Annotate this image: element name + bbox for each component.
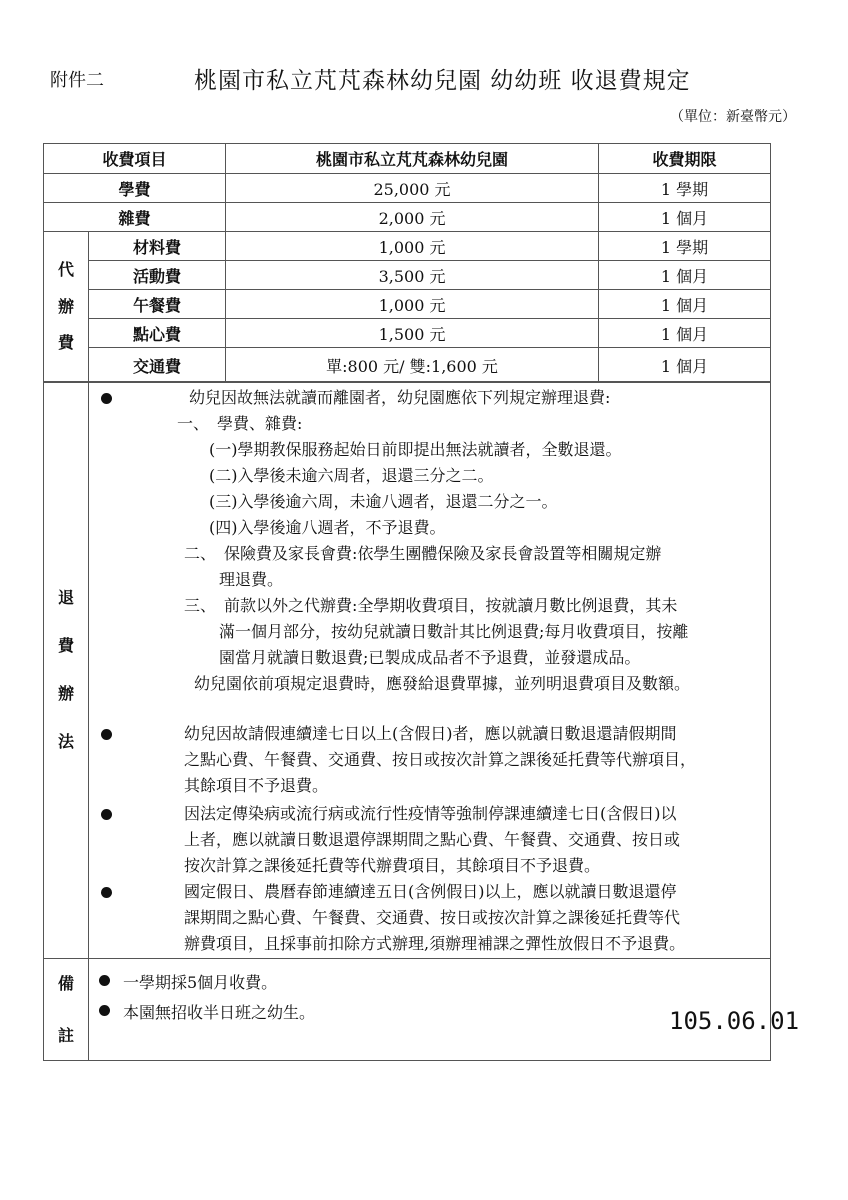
notes-label-char: 註 xyxy=(57,1025,74,1045)
fee-amount: 2,000 元 xyxy=(226,203,599,232)
fee-period: 1 個月 xyxy=(599,261,771,290)
rule-line: 三、 前款以外之代辦費:全學期收費項目，按就讀月數比例退費，其未 xyxy=(184,596,678,615)
table-row xyxy=(44,261,771,290)
fee-period: 1 學期 xyxy=(599,232,771,261)
notes-label-char: 備 xyxy=(57,973,74,993)
agency-fee-label xyxy=(44,232,89,383)
bullet-icon xyxy=(101,729,112,740)
fee-amount: 1,000 元 xyxy=(226,232,599,261)
fee-amount: 3,500 元 xyxy=(226,261,599,290)
rule-line: 二、 保險費及家長會費:依學生團體保險及家長會設置等相關規定辦 xyxy=(184,544,662,563)
fee-item: 材料費 xyxy=(89,232,226,261)
notes-label xyxy=(44,959,89,1061)
refund-and-notes xyxy=(43,381,800,1061)
refund-label-char: 費 xyxy=(57,636,74,655)
fee-item: 交通費 xyxy=(89,348,226,383)
bullet-icon xyxy=(99,975,110,986)
rule-line: 課期間之點心費、午餐費、交通費、按日或按次計算之課後延托費等代 xyxy=(184,908,681,927)
rule-line: (一)學期教保服務起始日前即提出無法就讀者，全數退還。 xyxy=(209,440,622,459)
fee-item: 雜費 xyxy=(44,203,226,232)
rule-line: 幼兒因故請假連續達七日以上(含假日)者，應以就讀日數退還請假期間 xyxy=(184,724,677,743)
fee-item: 午餐費 xyxy=(89,290,226,319)
agency-label-char: 代 xyxy=(57,259,74,279)
table-row xyxy=(44,203,771,232)
rule-line: 之點心費、午餐費、交通費、按日或按次計算之課後延托費等代辦項目， xyxy=(184,750,697,769)
rule-line: 一、 學費、雜費: xyxy=(177,414,303,433)
annex-label: 附件二 xyxy=(50,70,104,91)
rule-line: 園當月就讀日數退費;已製成成品者不予退費，並發還成品。 xyxy=(219,648,641,667)
agency-label-char: 費 xyxy=(57,333,74,353)
table-row xyxy=(44,319,771,348)
agency-label-char: 辦 xyxy=(57,296,74,316)
rule-line: (三)入學後逾六周，未逾八週者，退還二分之一。 xyxy=(209,492,558,511)
table-row xyxy=(44,348,771,383)
refund-label xyxy=(44,382,89,959)
header-school: 桃園市私立芃芃森林幼兒園 xyxy=(226,144,599,174)
fee-table-header xyxy=(44,144,771,174)
note-item: 本園無招收半日班之幼生。 xyxy=(123,1003,316,1022)
bullet-icon xyxy=(101,393,112,404)
rule-line: (四)入學後逾八週者，不予退費。 xyxy=(209,518,446,537)
fee-item: 活動費 xyxy=(89,261,226,290)
rule-line: 上者，應以就讀日數退還停課期間之點心費、午餐費、交通費、按日或 xyxy=(184,830,681,849)
currency-unit: （單位：新臺幣元） xyxy=(670,109,796,125)
header-period: 收費期限 xyxy=(599,144,771,174)
refund-rules xyxy=(89,382,771,959)
fee-amount: 1,500 元 xyxy=(226,319,599,348)
fee-amount: 1,000 元 xyxy=(226,290,599,319)
fee-item: 點心費 xyxy=(89,319,226,348)
refund-label-char: 退 xyxy=(57,588,74,607)
fee-amount: 單:800 元/ 雙:1,600 元 xyxy=(226,348,599,383)
refund-label-char: 辦 xyxy=(57,684,74,703)
fee-period: 1 個月 xyxy=(599,348,771,383)
fee-period: 1 學期 xyxy=(599,174,771,203)
rule-line: 按次計算之課後延托費等代辦費項目，其餘項目不予退費。 xyxy=(184,856,601,875)
table-row xyxy=(44,232,771,261)
rule-line: (二)入學後未逾六周者，退還三分之二。 xyxy=(209,466,494,485)
rule-line: 幼兒因故無法就讀而離園者，幼兒園應依下列規定辦理退費: xyxy=(189,388,611,407)
bullet-icon xyxy=(101,809,112,820)
rule-line: 滿一個月部分，按幼兒就讀日數計其比例退費;每月收費項目，按離 xyxy=(219,622,689,641)
rule-line: 因法定傳染病或流行病或流行性疫情等強制停課連續達七日(含假日)以 xyxy=(184,804,677,823)
fee-table xyxy=(43,143,771,383)
header-item: 收費項目 xyxy=(44,144,226,174)
rule-line: 國定假日、農曆春節連續達五日(含例假日)以上，應以就讀日數退還停 xyxy=(184,882,677,901)
notes-content xyxy=(89,959,800,1061)
fee-item: 學費 xyxy=(44,174,226,203)
fee-amount: 25,000 元 xyxy=(226,174,599,203)
fee-period: 1 個月 xyxy=(599,319,771,348)
fee-period: 1 個月 xyxy=(599,290,771,319)
table-row xyxy=(44,290,771,319)
document-date: 105.06.01 xyxy=(669,1007,800,1035)
table-row xyxy=(44,174,771,203)
bullet-icon xyxy=(101,887,112,898)
note-item: 一學期採5個月收費。 xyxy=(123,973,278,992)
rule-line: 理退費。 xyxy=(219,570,284,589)
page-title: 桃園市私立芃芃森林幼兒園 幼幼班 收退費規定 xyxy=(194,68,691,94)
bullet-icon xyxy=(99,1005,110,1016)
refund-label-char: 法 xyxy=(57,732,74,751)
rule-line: 辦費項目，且採事前扣除方式辦理,須辦理補課之彈性放假日不予退費。 xyxy=(184,934,686,953)
fee-period: 1 個月 xyxy=(599,203,771,232)
rule-line: 其餘項目不予退費。 xyxy=(184,776,329,795)
rule-line: 幼兒園依前項規定退費時，應發給退費單據，並列明退費項目及數額。 xyxy=(194,674,691,693)
